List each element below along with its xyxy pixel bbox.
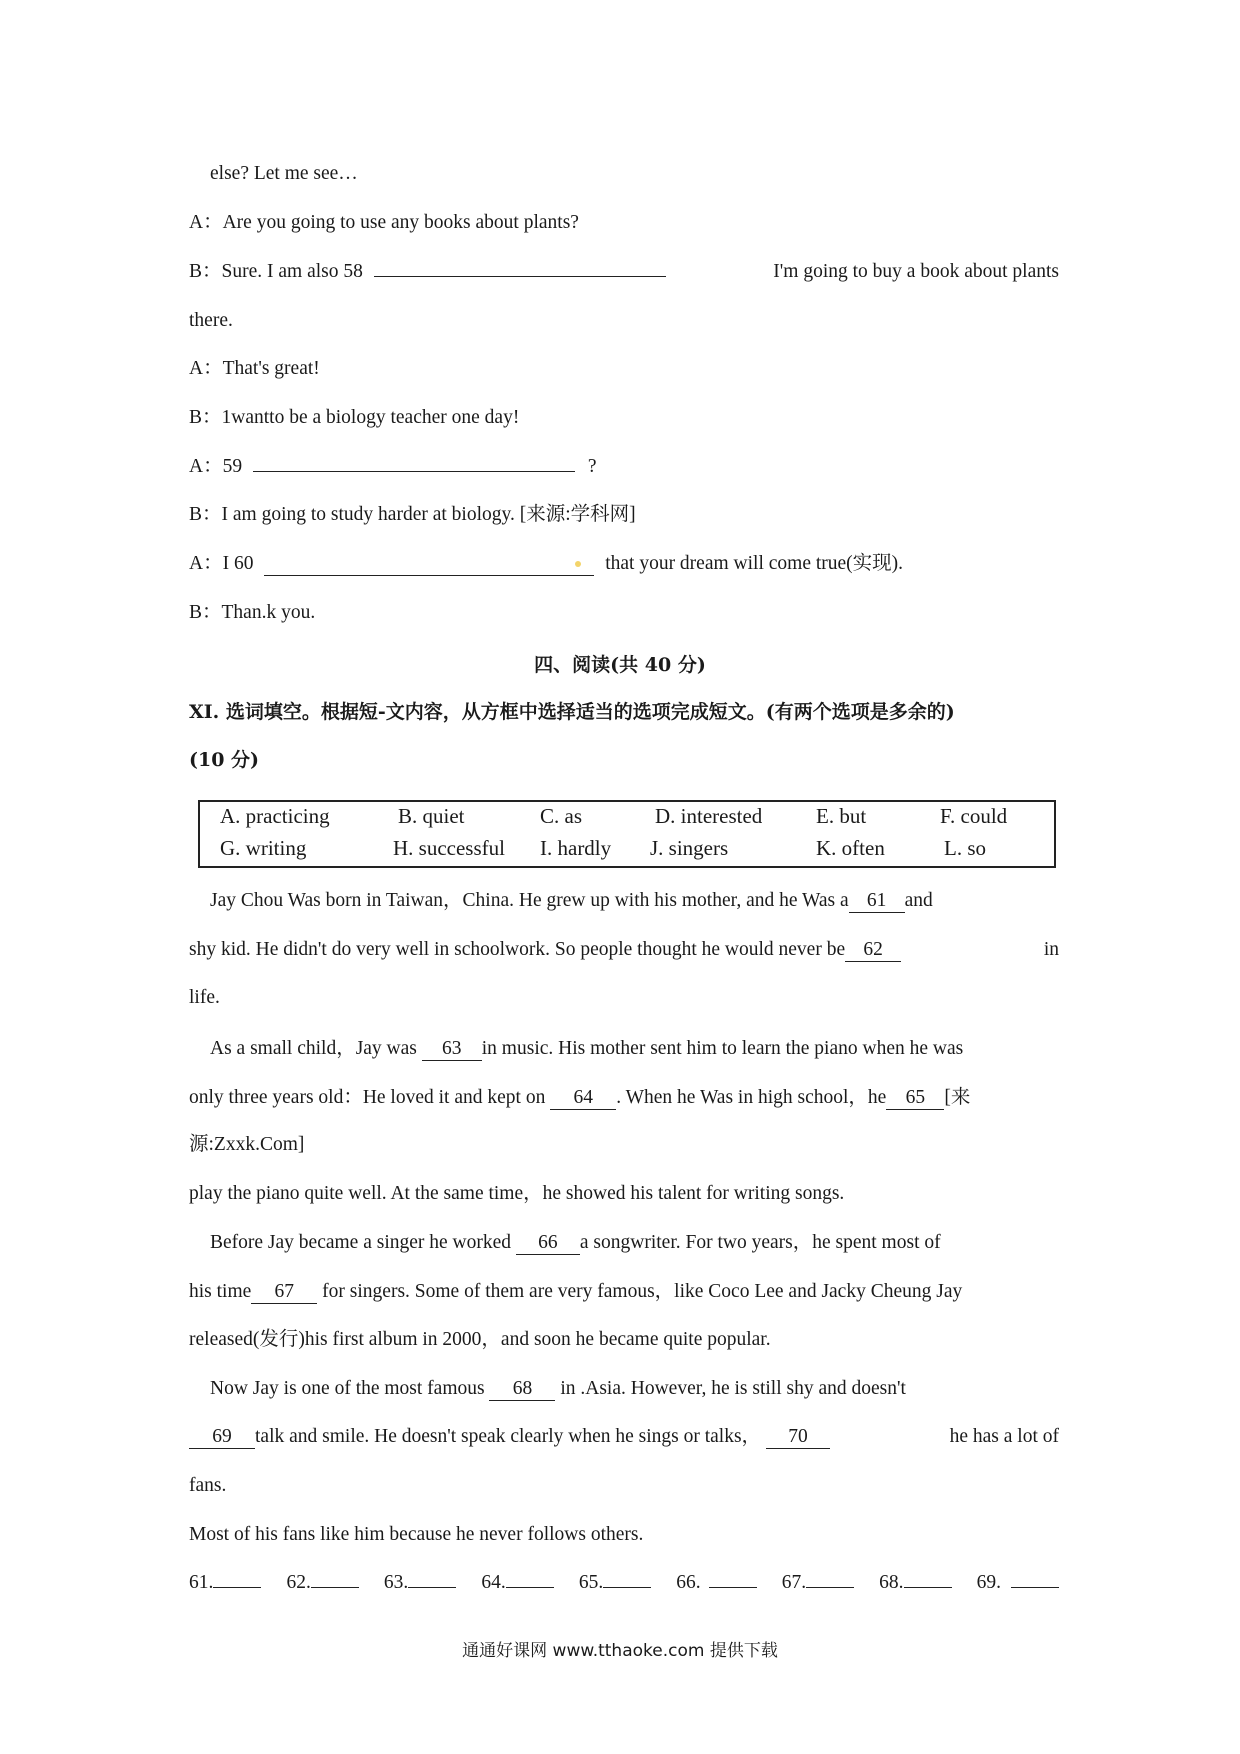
dialog-suffix: that your dream will come true(实现). bbox=[605, 553, 904, 574]
answer-line[interactable] bbox=[806, 1587, 854, 1588]
answer-item bbox=[286, 1569, 358, 1597]
answer-blank-60[interactable] bbox=[264, 553, 594, 576]
answer-line[interactable] bbox=[603, 1587, 651, 1588]
option-i: I. hardly bbox=[540, 836, 612, 860]
ink-dot bbox=[575, 561, 581, 567]
option-e: E. but bbox=[816, 804, 867, 828]
option-h: H. successful bbox=[393, 836, 505, 860]
option-k: K. often bbox=[816, 836, 885, 860]
answer-line[interactable] bbox=[311, 1587, 359, 1588]
answer-item bbox=[579, 1569, 651, 1597]
answer-blank-62[interactable]: 62 bbox=[845, 939, 901, 962]
answer-item bbox=[782, 1569, 854, 1597]
answer-line[interactable] bbox=[213, 1587, 261, 1588]
instruction-line: (10 分) bbox=[189, 749, 260, 771]
option-a: A. practicing bbox=[220, 804, 330, 828]
dialog-line bbox=[189, 453, 1059, 481]
answer-number: 65. bbox=[578, 1572, 604, 1593]
dialog-line: A：That's great! bbox=[189, 358, 320, 379]
answer-item bbox=[879, 1569, 951, 1597]
passage-text bbox=[189, 936, 901, 964]
passage-text: As a small child，Jay was bbox=[210, 1038, 417, 1059]
passage-line bbox=[189, 936, 1059, 964]
answer-item bbox=[481, 1569, 553, 1597]
dialog-line: B：I am going to study harder at biology. [来源:学科网] bbox=[189, 504, 636, 525]
passage-line bbox=[210, 1229, 1059, 1257]
passage-text: a songwriter. For two years，he spent most of bbox=[579, 1232, 941, 1253]
passage-line: fans. bbox=[189, 1475, 227, 1496]
passage-text: and bbox=[904, 890, 933, 911]
passage-text: [来 bbox=[944, 1087, 971, 1108]
passage-line bbox=[210, 1375, 1059, 1403]
answer-blank-64[interactable]: 64 bbox=[550, 1087, 616, 1110]
passage-text: in music. His mother sent him to learn the piano when he was bbox=[481, 1038, 964, 1059]
answer-line[interactable] bbox=[408, 1587, 456, 1588]
answer-line[interactable] bbox=[506, 1587, 554, 1588]
passage-line bbox=[189, 1278, 1059, 1306]
option-j: J. singers bbox=[650, 836, 729, 860]
answer-number: 63. bbox=[383, 1572, 409, 1593]
section-heading: 四、阅读(共 40 分) bbox=[534, 654, 706, 676]
passage-suffix: in bbox=[1043, 939, 1059, 960]
option-b: B. quiet bbox=[398, 804, 465, 828]
answer-blank-58[interactable] bbox=[374, 276, 666, 277]
answer-number: 69. bbox=[976, 1572, 1001, 1593]
instruction-line: XI. 选词填空。根据短-文内容，从方框中选择适当的选项完成短文。(有两个选项是多余的) bbox=[189, 701, 955, 723]
option-c: C. as bbox=[540, 804, 582, 828]
dialog-prefix: A：I 60 bbox=[189, 553, 254, 574]
passage-text: only three years old：He loved it and kept on bbox=[189, 1087, 546, 1108]
answer-line[interactable] bbox=[904, 1587, 952, 1588]
answer-line[interactable] bbox=[1011, 1587, 1059, 1588]
answer-blank-65[interactable]: 65 bbox=[886, 1087, 944, 1110]
passage-line: play the piano quite well. At the same time，he showed his talent for writing songs. bbox=[189, 1183, 845, 1204]
answer-blank-68[interactable]: 68 bbox=[489, 1378, 555, 1401]
answer-number: 68. bbox=[879, 1572, 904, 1593]
answer-blank-67[interactable]: 67 bbox=[251, 1281, 317, 1304]
answer-blank-59[interactable] bbox=[253, 471, 575, 472]
option-f: F. could bbox=[940, 804, 1008, 828]
answer-number: 67. bbox=[781, 1572, 807, 1593]
passage-text: Before Jay became a singer he worked bbox=[210, 1232, 512, 1253]
answer-blank-66[interactable]: 66 bbox=[516, 1232, 580, 1255]
dialog-line: else? Let me see… bbox=[210, 163, 358, 184]
footer-credit: 通通好课网 www.tthaoke.com 提供下载 bbox=[462, 1641, 778, 1661]
passage-line bbox=[189, 1423, 1059, 1451]
option-d: D. interested bbox=[655, 804, 763, 828]
passage-line: 源:Zxxk.Com] bbox=[189, 1134, 305, 1155]
option-l: L. so bbox=[944, 836, 986, 860]
dialog-line: there. bbox=[189, 310, 233, 331]
passage-text: Jay Chou Was born in Taiwan，China. He grew up with his mother, and he Was a bbox=[210, 890, 849, 911]
passage-text bbox=[189, 1423, 830, 1451]
dialog-text bbox=[189, 258, 666, 286]
passage-text: Now Jay is one of the most famous bbox=[210, 1378, 485, 1399]
passage-prefix: talk and smile. He doesn't speak clearly when he sings or talks， bbox=[255, 1426, 762, 1447]
dialog-line bbox=[189, 258, 1059, 286]
answer-number: 61. bbox=[189, 1572, 214, 1593]
dialog-prefix: B：Sure. I am also 58 bbox=[189, 261, 363, 282]
answer-number: 64. bbox=[481, 1572, 506, 1593]
answer-item bbox=[384, 1569, 456, 1597]
answer-number: 62. bbox=[286, 1572, 311, 1593]
dialog-line: A：Are you going to use any books about plants? bbox=[189, 212, 579, 233]
passage-line bbox=[210, 887, 1059, 915]
answer-blank-61[interactable]: 61 bbox=[849, 890, 905, 913]
answer-row bbox=[189, 1569, 1059, 1597]
answer-blank-70[interactable]: 70 bbox=[766, 1426, 830, 1449]
dialog-line: B：1wantto be a biology teacher one day! bbox=[189, 407, 520, 428]
answer-line[interactable] bbox=[709, 1587, 757, 1588]
dialog-line bbox=[189, 550, 1059, 578]
answer-item bbox=[977, 1569, 1059, 1597]
answer-number: 66. bbox=[676, 1572, 701, 1593]
passage-line bbox=[189, 1084, 1059, 1112]
dialog-line: B：Than.k you. bbox=[189, 602, 316, 623]
dialog-suffix: ? bbox=[587, 456, 597, 477]
passage-text: . When he Was in high school，he bbox=[616, 1087, 887, 1108]
passage-text: his time bbox=[189, 1281, 252, 1302]
dialog-prefix: A：59 bbox=[189, 456, 243, 477]
passage-text: for singers. Some of them are very famous，like Coco Lee and Jacky Cheung Jay bbox=[322, 1281, 963, 1302]
passage-suffix: he has a lot of bbox=[949, 1426, 1059, 1447]
passage-line bbox=[210, 1035, 1059, 1063]
passage-line: life. bbox=[189, 987, 220, 1008]
option-g: G. writing bbox=[220, 836, 307, 860]
dialog-suffix: I'm going to buy a book about plants bbox=[773, 261, 1059, 282]
answer-item bbox=[676, 1569, 756, 1597]
passage-prefix: shy kid. He didn't do very well in schoolwork. So people thought he would never be bbox=[189, 939, 846, 960]
answer-item bbox=[189, 1569, 261, 1597]
passage-text: in .Asia. However, he is still shy and doesn't bbox=[560, 1378, 906, 1399]
passage-line: Most of his fans like him because he never follows others. bbox=[189, 1524, 644, 1545]
answer-blank-63[interactable]: 63 bbox=[422, 1038, 482, 1061]
passage-line: released(发行)his first album in 2000，and soon he became quite popular. bbox=[189, 1329, 771, 1350]
options-box bbox=[198, 800, 1056, 868]
answer-blank-69[interactable]: 69 bbox=[189, 1426, 255, 1449]
